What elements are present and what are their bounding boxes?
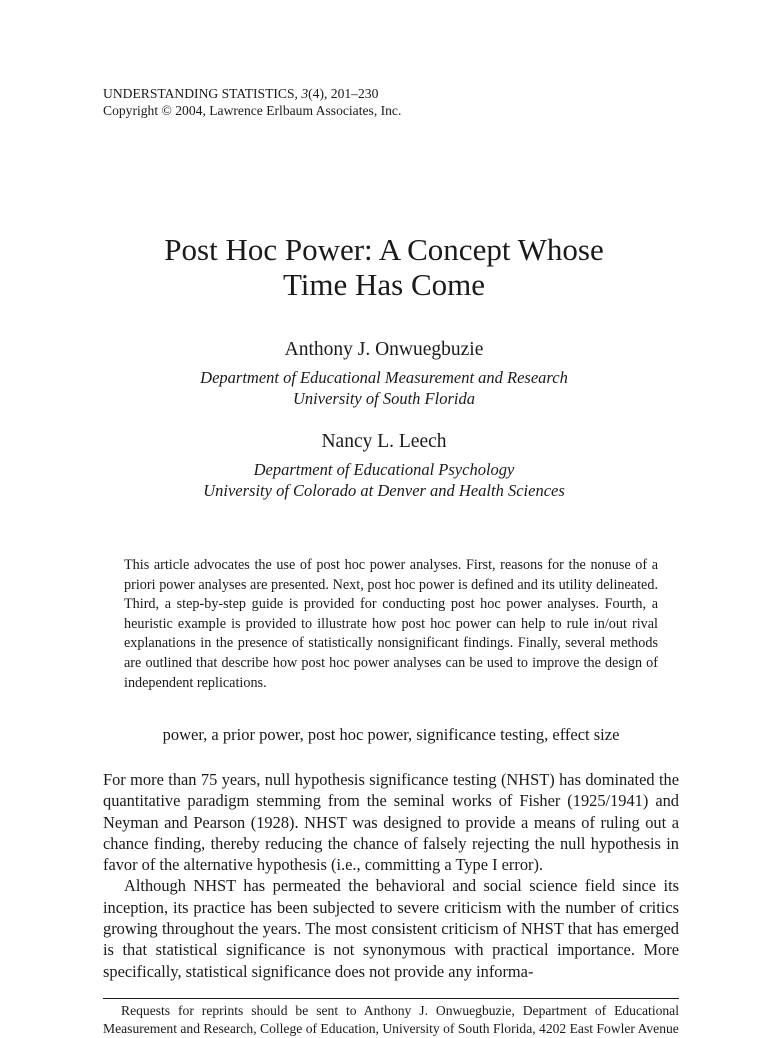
journal-name: UNDERSTANDING STATISTICS, bbox=[103, 86, 298, 101]
author-name: Nancy L. Leech bbox=[321, 431, 447, 452]
journal-volume: 3 bbox=[301, 86, 309, 101]
keywords: power, a prior power, post hoc power, significance testing, effect size bbox=[162, 725, 620, 744]
author-institution: University of South Florida bbox=[293, 389, 475, 408]
author-department: Department of Educational Psychology bbox=[253, 460, 515, 479]
copyright-notice: Copyright © 2004, Lawrence Erlbaum Associates, Inc. bbox=[103, 103, 402, 118]
author-block-2 bbox=[0, 430, 768, 501]
journal-issue-pages: (4), 201–230 bbox=[308, 86, 379, 101]
footnote: Requests for reprints should be sent to Anthony J. Onwuegbuzie, Department of Educational Measurement and Research, College of Education, University of South Florida, 4202 East Fowler Avenue bbox=[103, 1003, 679, 1036]
abstract: This article advocates the use of post hoc power analyses. First, reasons for the nonuse of a priori power analyses are presented. Next, post hoc power is defined and its utility delineated. Third, a step-by-step guide is provided for conducting post hoc power analyses. Fourth, a heuristic example is provided to illustrate how post hoc power can help to rule in/out rival explanations in the presence of statistically nonsignificant findings. Finally, several methods are outlined that describe how post hoc power analyses can be used to improve the design of independent replications. bbox=[124, 557, 658, 691]
author-name: Anthony J. Onwuegbuzie bbox=[284, 339, 484, 360]
title-line-1: Post Hoc Power: A Concept Whose bbox=[164, 232, 604, 267]
title-line-2: Time Has Come bbox=[282, 267, 486, 302]
body-paragraph: For more than 75 years, null hypothesis significance testing (NHST) has dominated the quantitative paradigm stemming from the seminal works of Fisher (1925/1941) and Neyman and Pearson (1928). NHST was designed to provide a means of ruling out a chance finding, thereby reducing the chance of falsely rejecting the null hypothesis in favor of the alternative hypothesis (i.e., committing a Type I error). bbox=[103, 770, 679, 875]
author-block-1 bbox=[0, 338, 768, 409]
journal-header bbox=[103, 85, 401, 119]
body-text bbox=[103, 769, 679, 982]
journal-citation bbox=[103, 85, 401, 102]
article-title bbox=[0, 232, 768, 302]
body-paragraph: Although NHST has permeated the behavioral and social science field since its inception, its practice has been subjected to severe criticism with the number of critics growing throughout the years. The most consistent criticism of NHST that has emerged is that statistical significance is not synonymous with practical importance. More specifically, statistical significance does not provide any informa- bbox=[103, 876, 679, 981]
footnote-divider bbox=[103, 998, 679, 999]
author-institution: University of Colorado at Denver and Health Sciences bbox=[203, 481, 565, 500]
author-department: Department of Educational Measurement and Research bbox=[200, 368, 568, 387]
